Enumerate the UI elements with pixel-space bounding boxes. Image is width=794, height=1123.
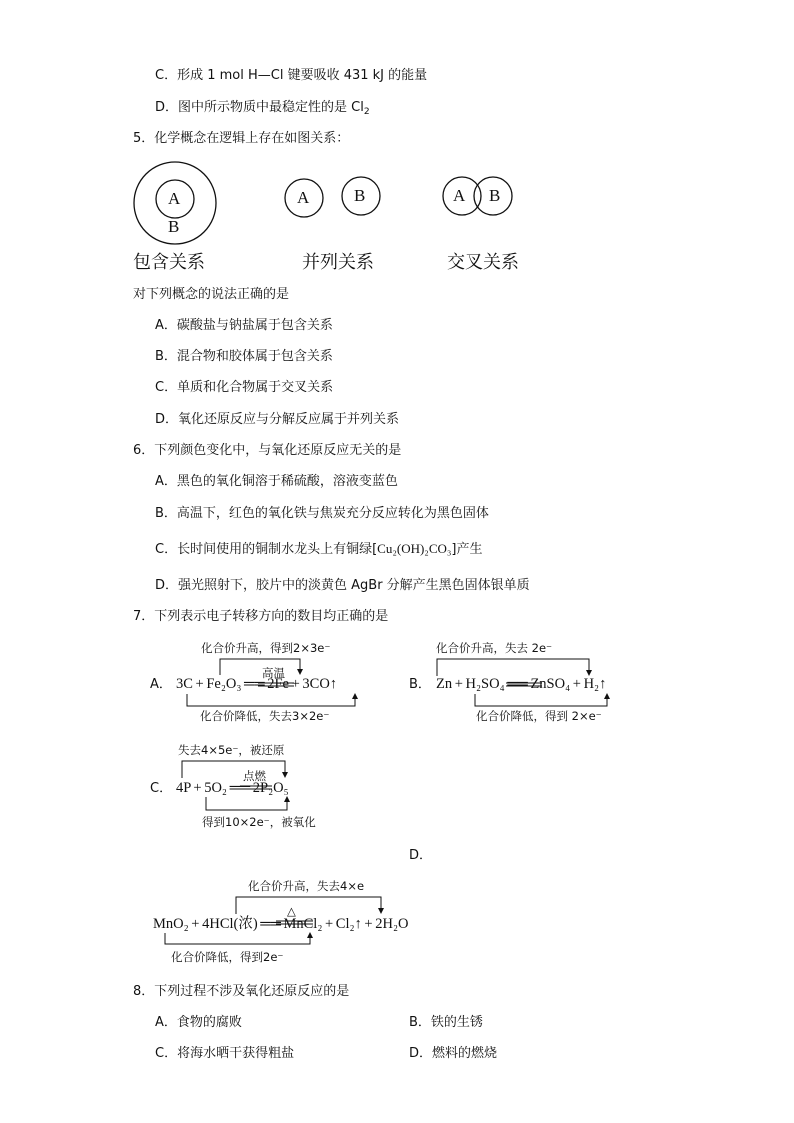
- q8-stem: 8．下列过程不涉及氧化还原反应的是: [133, 984, 350, 999]
- q7-d-top-annotation: 化合价升高，失去4×e: [248, 879, 365, 893]
- q6-stem: 6．下列颜色变化中，与氧化还原反应无关的是: [133, 443, 402, 458]
- q6-option-c-post: ]产生: [451, 542, 483, 557]
- inclusion-label-a: A: [168, 189, 181, 208]
- q5-option-d: D．氧化还原反应与分解反应属于并列关系: [155, 412, 400, 427]
- q6-option-c-formula: Cu₂(OH)₂CO₃: [377, 541, 452, 556]
- q7-option-c-label: C．: [150, 781, 173, 796]
- q7-d-equation: MnO₂ + 4HCl(浓) ══ MnCl₂ + Cl₂↑ + 2H₂O: [153, 916, 409, 932]
- intersect-label-a: A: [453, 186, 466, 205]
- intersect-label-b: B: [489, 186, 501, 205]
- q7-stem: 7．下列表示电子转移方向的数目均正确的是: [133, 609, 389, 624]
- q5-option-a: A．碳酸盐与钠盐属于包含关系: [155, 318, 333, 333]
- q7-b-bottom-annotation: 化合价降低，得到 2×e⁻: [476, 709, 602, 723]
- c-bottom-bracket: [206, 797, 287, 810]
- inclusion-caption: 包含关系: [133, 252, 205, 273]
- inclusion-label-b: B: [168, 217, 180, 236]
- q7-option-d-label: D．: [409, 848, 433, 863]
- c-top-bracket: [182, 761, 285, 778]
- q6-option-d: D．强光照射下，胶片中的淡黄色 AgBr 分解产生黑色固体银单质: [155, 578, 530, 593]
- parallel-label-b: B: [354, 186, 366, 205]
- a-top-bracket: [220, 659, 300, 675]
- parallel-caption: 并列关系: [302, 252, 374, 273]
- q5-stem: 5．化学概念在逻辑上存在如图关系：: [133, 131, 350, 146]
- q8-option-d: D．燃料的燃烧: [409, 1046, 498, 1061]
- q7-option-b-label: B．: [409, 677, 431, 692]
- q5-option-b: B．混合物和胶体属于包含关系: [155, 349, 333, 364]
- q7-b-equation: Zn + H₂SO₄ ══ ZnSO₄ + H₂↑: [436, 676, 607, 692]
- q5-option-c: C．单质和化合物属于交叉关系: [155, 380, 334, 395]
- b-top-bracket: [437, 659, 589, 676]
- q7-c-condition: 点燃: [243, 769, 266, 783]
- parallel-label-a: A: [297, 188, 310, 207]
- q7-d-condition: △: [287, 904, 296, 918]
- d-bottom-bracket: [165, 933, 310, 944]
- q5-prompt: 对下列概念的说法正确的是: [133, 287, 290, 302]
- q8-option-b: B．铁的生锈: [409, 1015, 483, 1030]
- q7-a-top-annotation: 化合价升高，得到2×3e⁻: [201, 641, 331, 655]
- q8-option-a: A．食物的腐败: [155, 1015, 242, 1030]
- q7-c-bottom-annotation: 得到10×2e⁻，被氧化: [202, 815, 316, 829]
- q6-option-c: [155, 541, 483, 558]
- q7-a-equation: 3C + Fe₂O₃ ══ 2Fe + 3CO↑: [176, 676, 338, 692]
- a-bottom-bracket: [187, 694, 355, 706]
- q4-option-c: C．形成 1 mol H—Cl 键要吸收 431 kJ 的能量: [155, 68, 428, 83]
- q7-b-top-annotation: 化合价升高，失去 2e⁻: [436, 641, 553, 655]
- q4-option-d: [155, 100, 370, 116]
- intersect-caption: 交叉关系: [447, 252, 519, 273]
- b-bottom-bracket: [475, 694, 607, 706]
- q4-option-d-text: D．图中所示物质中最稳定性的是 Cl: [155, 100, 364, 115]
- q7-option-a-label: A．: [150, 677, 172, 692]
- q7-c-top-annotation: 失去4×5e⁻，被还原: [178, 743, 285, 757]
- q6-option-b: B．高温下，红色的氧化铁与焦炭充分反应转化为黑色固体: [155, 506, 489, 521]
- d-top-bracket: [236, 897, 381, 914]
- q4-option-d-subscript: 2: [363, 107, 370, 117]
- q7-a-bottom-annotation: 化合价降低，失去3×2e⁻: [200, 709, 330, 723]
- q6-option-a: A．黑色的氧化铜溶于稀硫酸，溶液变蓝色: [155, 474, 398, 489]
- q6-option-c-pre: C．长时间使用的铜制水龙头上有铜绿[: [155, 542, 378, 557]
- q7-a-condition: 高温: [262, 666, 285, 680]
- q7-d-bottom-annotation: 化合价降低，得到2e⁻: [171, 950, 284, 964]
- q8-option-c: C．将海水晒干获得粗盐: [155, 1046, 295, 1061]
- q7-c-equation: 4P + 5O₂ ══ 2P₂O₅: [176, 780, 289, 796]
